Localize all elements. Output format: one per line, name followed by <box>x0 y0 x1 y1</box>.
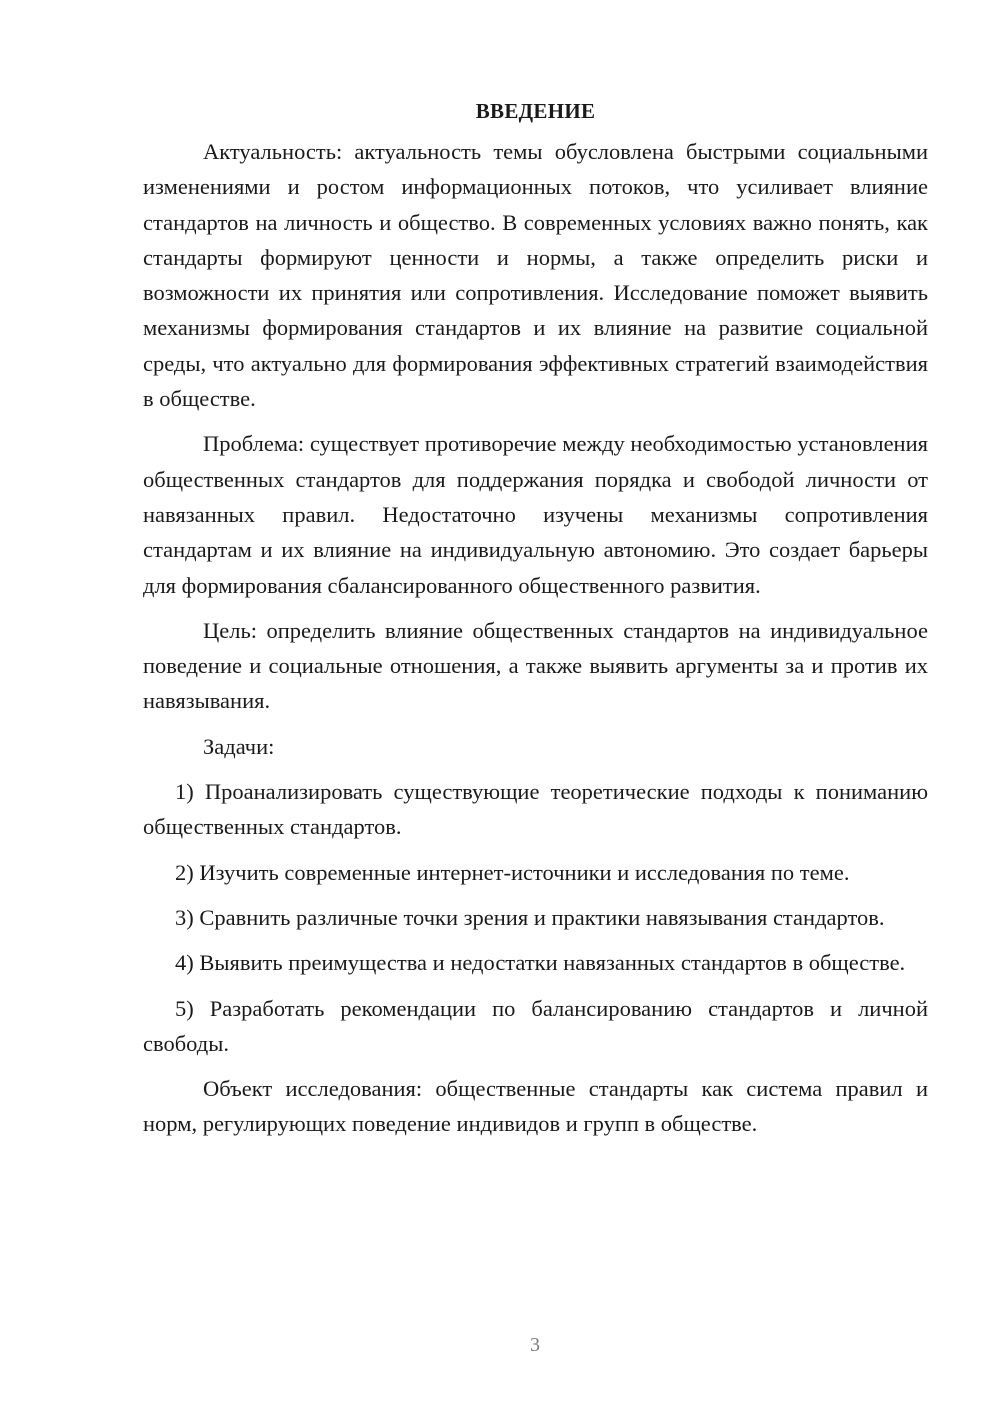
actuality-paragraph: Актуальность: актуальность темы обусловлена быстрыми социальными изменениями и ростом информационных потоков, что усиливает влияние стандартов на личность и общество. В современных условиях важно понять, как стандарты формируют ценности и нормы, а также определить риски и возможности их принятия или сопротивления. Исследование поможет выявить механизмы формирования стандартов и их влияние на развитие социальной среды, что актуально для формирования эффективных стратегий взаимодействия в обществе. <box>143 139 928 412</box>
task-item: 5) Разработать рекомендации по балансированию стандартов и личной свободы. <box>143 995 928 1056</box>
object-paragraph: Объект исследования: общественные стандарты как система правил и норм, регулирующих поведение индивидов и групп в обществе. <box>143 1076 928 1137</box>
tasks-heading: Задачи: <box>203 733 275 759</box>
tasks-list <box>143 774 928 1061</box>
page-number: 3 <box>530 1334 540 1356</box>
goal-paragraph: Цель: определить влияние общественных стандартов на индивидуальное поведение и социальные отношения, а также выявить аргументы за и против их навязывания. <box>143 617 928 714</box>
document-page <box>143 96 928 1152</box>
problem-paragraph: Проблема: существует противоречие между необходимостью установления общественных стандартов для поддержания порядка и свободой личности от навязанных правил. Недостаточно изучены механизмы сопротивления стандартам и их влияние на индивидуальную автономию. Это создает барьеры для формирования сбалансированного общественного развития. <box>143 431 928 598</box>
task-item: 2) Изучить современные интернет-источники и исследования по теме. <box>175 859 850 885</box>
task-item: 3) Сравнить различные точки зрения и практики навязывания стандартов. <box>175 904 885 930</box>
task-item: 1) Проанализировать существующие теоретические подходы к пониманию общественных стандартов. <box>143 779 928 840</box>
task-item: 4) Выявить преимущества и недостатки навязанных стандартов в обществе. <box>175 950 906 976</box>
section-title: ВВЕДЕНИЕ <box>475 99 596 123</box>
